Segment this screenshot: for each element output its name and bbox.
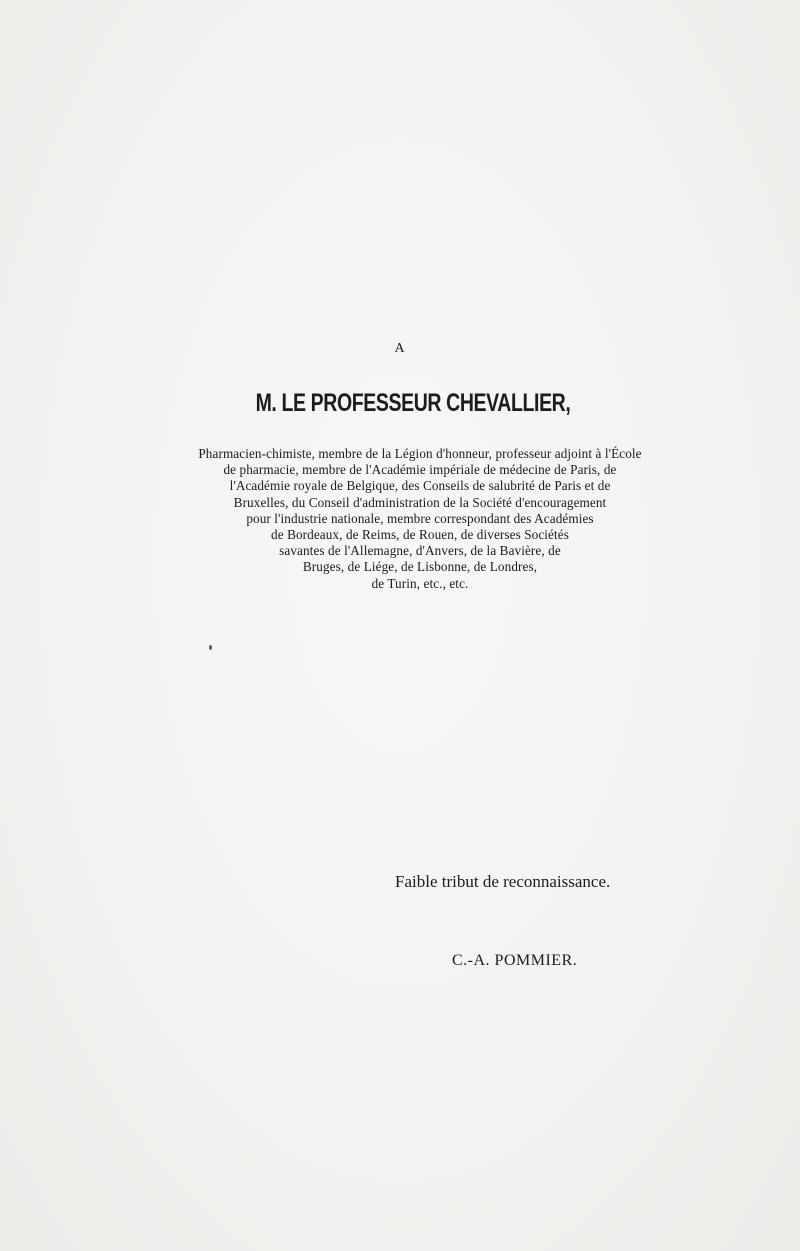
tribute-line: Faible tribut de reconnaissance. bbox=[395, 872, 611, 891]
author-signature: C.-A. POMMIER. bbox=[452, 952, 578, 969]
credentials-line: Bruges, de Liége, de Lisbonne, de Londres, bbox=[302, 559, 538, 575]
credentials-line: de pharmacie, membre de l'Académie impériale de médecine de Paris, de bbox=[223, 462, 617, 478]
credentials-line: Pharmacien-chimiste, membre de la Légion d'honneur, professeur adjoint à l'École bbox=[198, 446, 642, 461]
dedicatee-heading: M. LE PROFESSEUR CHEVALLIER, bbox=[255, 389, 571, 417]
credentials-paragraph bbox=[130, 446, 710, 592]
credentials-line: pour l'industrie nationale, membre correspondant des Académies bbox=[246, 510, 594, 526]
credentials-line: l'Académie royale de Belgique, des Conseils de salubrité de Paris et de bbox=[229, 478, 611, 494]
credentials-line: de Turin, etc., etc. bbox=[371, 575, 469, 591]
dedication-preposition: A bbox=[394, 341, 406, 356]
credentials-line: savantes de l'Allemagne, d'Anvers, de la Bavière, de bbox=[279, 543, 561, 559]
credentials-line: de Bordeaux, de Reims, de Rouen, de diverses Sociétés bbox=[271, 527, 569, 543]
ink-speck bbox=[209, 645, 212, 650]
credentials-line: Bruxelles, du Conseil d'administration de la Société d'encouragement bbox=[233, 494, 607, 510]
